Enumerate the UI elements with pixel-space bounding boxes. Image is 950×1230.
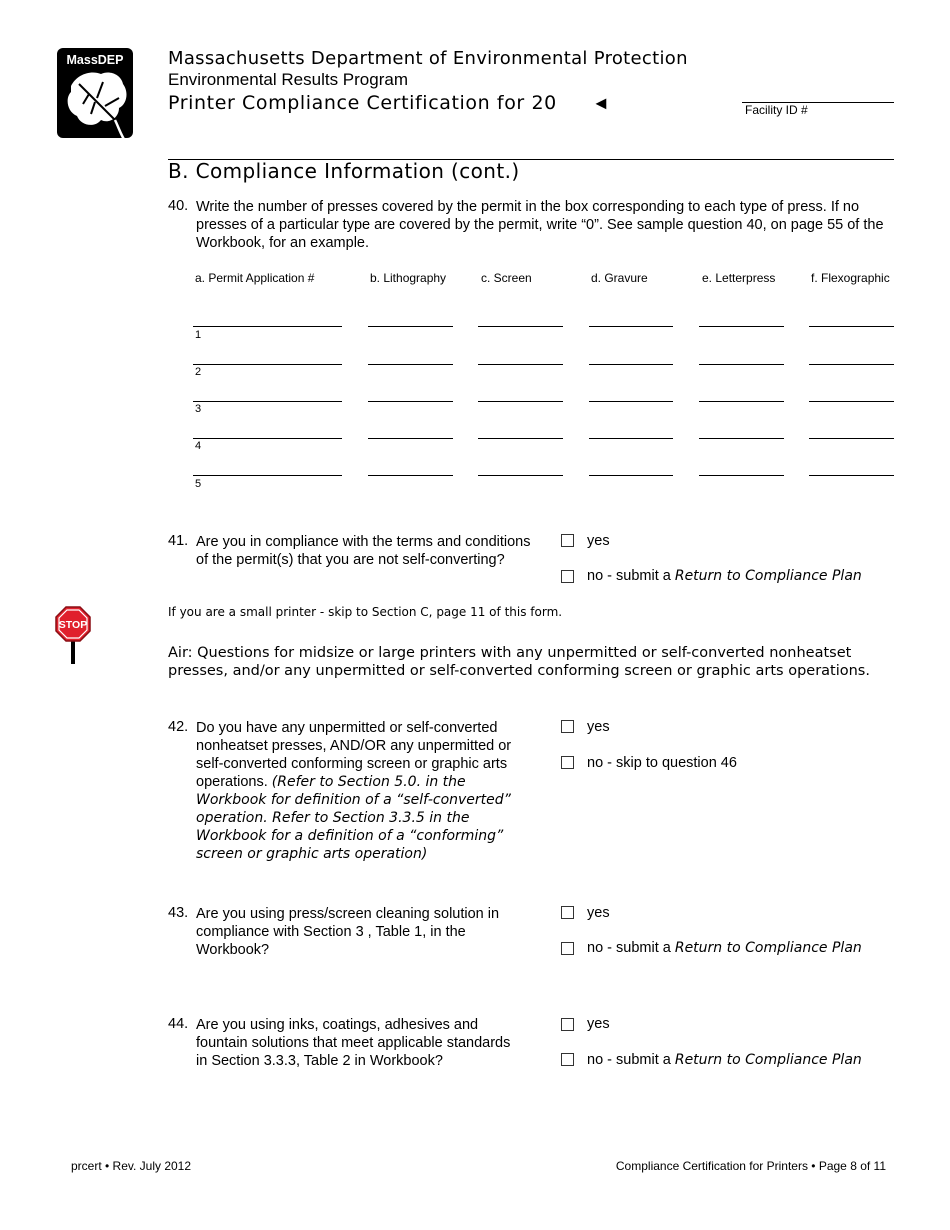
- q44-no-label: [587, 1052, 862, 1068]
- field-r4-permit[interactable]: [193, 438, 342, 439]
- col-lithography: b. Lithography: [370, 271, 447, 285]
- field-r3-screen[interactable]: [478, 401, 563, 402]
- q44-no-checkbox[interactable]: [561, 1053, 574, 1066]
- q42-no-label: no - skip to question 46: [587, 755, 737, 771]
- q42-main-text: Do you have any unpermitted or self-converted nonheatset presses, AND/OR any unpermitted or self-converted conforming screen or graphic arts operations.: [196, 720, 512, 790]
- field-r2-screen[interactable]: [478, 364, 563, 365]
- field-r4-flexo[interactable]: [809, 438, 894, 439]
- facility-id-label: Facility ID #: [745, 103, 808, 117]
- stop-sign-icon: [55, 605, 91, 665]
- row-number: 5: [195, 478, 202, 490]
- q44-yes-checkbox[interactable]: [561, 1018, 574, 1031]
- small-printer-note: If you are a small printer - skip to Section C, page 11 of this form.: [168, 605, 563, 619]
- q41-no-label: [587, 568, 862, 584]
- col-permit-app: a. Permit Application #: [195, 271, 315, 285]
- q42-reference-text: (Refer to Section 5.0. in the Workbook for definition of a “self-converted” operation. Refer to Section 3.3.5 in the Workbook for a definition of a “conforming” screen or graphic arts operation): [196, 774, 511, 862]
- row-number: 3: [195, 403, 202, 415]
- field-r5-litho[interactable]: [368, 475, 453, 476]
- q43-yes-label: yes: [587, 905, 610, 921]
- q41-yes-checkbox[interactable]: [561, 534, 574, 547]
- q41-number: 41.: [168, 533, 189, 549]
- stop-sign-text: STOP: [58, 619, 88, 631]
- q44-text: Are you using inks, coatings, adhesives and fountain solutions that meet applicable standards in Section 3.3.3, Table 2 in Workbook?: [196, 1017, 511, 1069]
- q43-no-prefix: no - submit a: [587, 940, 675, 956]
- q40-text: Write the number of presses covered by the permit in the box corresponding to each type of press. If no presses of a particular type are covered by the permit, write “0”. See sample question 40, on page 55 of the Workbook, for an example.: [196, 199, 884, 251]
- field-r1-letterpress[interactable]: [699, 326, 784, 327]
- q43-text: Are you using press/screen cleaning solution in compliance with Section 3 , Table 1, in the Workbook?: [196, 906, 500, 958]
- field-r5-screen[interactable]: [478, 475, 563, 476]
- q43-no-plan: Return to Compliance Plan: [674, 940, 862, 956]
- q41-no-prefix: no - submit a: [587, 568, 675, 584]
- q41-no-checkbox[interactable]: [561, 570, 574, 583]
- massdep-logo: [57, 48, 133, 146]
- field-r4-litho[interactable]: [368, 438, 453, 439]
- field-r1-screen[interactable]: [478, 326, 563, 327]
- col-flexographic: f. Flexographic: [811, 271, 890, 285]
- field-r2-litho[interactable]: [368, 364, 453, 365]
- q41-text: Are you in compliance with the terms and conditions of the permit(s) that you are not self-converting?: [196, 534, 531, 568]
- q43-no-label: [587, 940, 862, 956]
- field-r3-gravure[interactable]: [589, 401, 673, 402]
- field-r1-flexo[interactable]: [809, 326, 894, 327]
- row-number: 1: [195, 329, 202, 341]
- field-r3-flexo[interactable]: [809, 401, 894, 402]
- agency-name: Massachusetts Department of Environmental Protection: [168, 48, 688, 69]
- arrow-left-icon: ◄: [592, 93, 610, 113]
- q41-no-plan: Return to Compliance Plan: [674, 568, 862, 584]
- field-r5-gravure[interactable]: [589, 475, 673, 476]
- col-gravure: d. Gravure: [591, 271, 648, 285]
- section-title: B. Compliance Information (cont.): [168, 159, 520, 183]
- field-r2-permit[interactable]: [193, 364, 342, 365]
- q42-yes-label: yes: [587, 719, 610, 735]
- form-title: Printer Compliance Certification for 20: [168, 92, 557, 114]
- field-r5-letterpress[interactable]: [699, 475, 784, 476]
- air-section-heading: Air: Questions for midsize or large printers with any unpermitted or self-converted nonheatset presses, and/or any unpermitted or self-converted conforming screen or graphic arts operations.: [168, 645, 870, 679]
- field-r2-gravure[interactable]: [589, 364, 673, 365]
- q43-number: 43.: [168, 905, 189, 921]
- q43-no-checkbox[interactable]: [561, 942, 574, 955]
- q40-number: 40.: [168, 198, 189, 214]
- field-r2-letterpress[interactable]: [699, 364, 784, 365]
- q42-number: 42.: [168, 719, 189, 735]
- field-r2-flexo[interactable]: [809, 364, 894, 365]
- col-letterpress: e. Letterpress: [702, 271, 776, 285]
- q42-no-checkbox[interactable]: [561, 756, 574, 769]
- logo-text: MassDEP: [66, 53, 124, 67]
- q44-no-prefix: no - submit a: [587, 1052, 675, 1068]
- field-r4-screen[interactable]: [478, 438, 563, 439]
- field-r3-permit[interactable]: [193, 401, 342, 402]
- field-r5-flexo[interactable]: [809, 475, 894, 476]
- footer-revision: prcert • Rev. July 2012: [71, 1159, 192, 1173]
- q42-yes-checkbox[interactable]: [561, 720, 574, 733]
- q42-text: [196, 719, 526, 863]
- row-number: 4: [195, 440, 202, 452]
- q44-no-plan: Return to Compliance Plan: [674, 1052, 862, 1068]
- q44-yes-label: yes: [587, 1016, 610, 1032]
- field-r4-letterpress[interactable]: [699, 438, 784, 439]
- field-r1-gravure[interactable]: [589, 326, 673, 327]
- q41-yes-label: yes: [587, 533, 610, 549]
- col-screen: c. Screen: [481, 271, 532, 285]
- program-name: Environmental Results Program: [168, 70, 408, 89]
- field-r5-permit[interactable]: [193, 475, 342, 476]
- field-r4-gravure[interactable]: [589, 438, 673, 439]
- footer-page-info: Compliance Certification for Printers • Page 8 of 11: [615, 1159, 886, 1173]
- q44-number: 44.: [168, 1016, 189, 1032]
- q43-yes-checkbox[interactable]: [561, 906, 574, 919]
- field-r3-litho[interactable]: [368, 401, 453, 402]
- row-number: 2: [195, 366, 202, 378]
- field-r1-permit[interactable]: [193, 326, 342, 327]
- field-r3-letterpress[interactable]: [699, 401, 784, 402]
- field-r1-litho[interactable]: [368, 326, 453, 327]
